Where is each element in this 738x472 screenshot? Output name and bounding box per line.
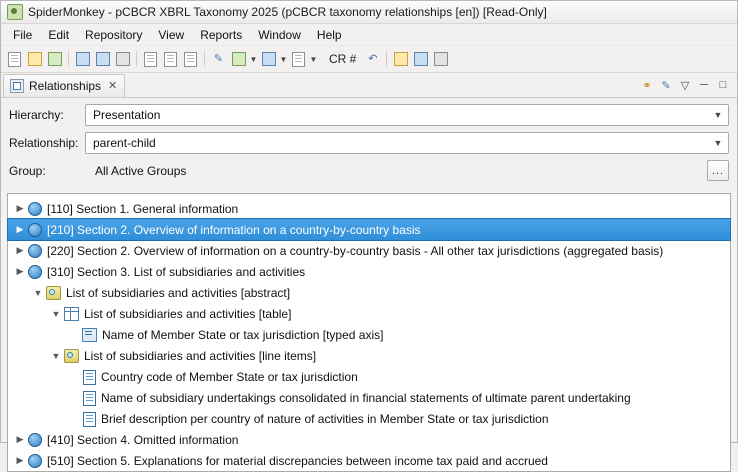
copy-icon[interactable] [161, 50, 180, 69]
concept-icon [83, 370, 96, 385]
chevron-down-icon[interactable]: ▼ [33, 287, 43, 298]
tree-row-label: [410] Section 4. Omitted information [47, 432, 239, 447]
print-icon[interactable] [113, 50, 132, 69]
menu-window[interactable]: Window [258, 27, 301, 42]
filter-form [1, 98, 737, 191]
toolbar [1, 46, 737, 73]
concept-icon [83, 412, 96, 427]
export-icon[interactable] [411, 50, 430, 69]
tree-row-label: [510] Section 5. Explanations for material discrepancies between income tax paid and accrued [47, 453, 548, 468]
toolbar-separator-2 [136, 51, 137, 67]
menu-reports[interactable]: Reports [200, 27, 243, 42]
title-bar [1, 1, 737, 24]
minimize-icon[interactable]: ─ [700, 79, 708, 91]
tree-row-label: [310] Section 3. List of subsidiaries and activities [47, 264, 306, 279]
node-icon [28, 244, 42, 258]
tree-row[interactable] [8, 429, 730, 450]
hierarchy-select[interactable] [85, 104, 729, 126]
filter-dropdown-arrow-icon[interactable]: ▼ [279, 54, 288, 64]
relationship-select[interactable] [85, 132, 729, 154]
node-icon [28, 265, 42, 279]
tree-row[interactable] [8, 303, 730, 324]
color-dropdown-arrow-icon[interactable]: ▼ [249, 54, 258, 64]
chevron-right-icon[interactable]: ▶ [16, 455, 24, 465]
node-icon [28, 202, 42, 216]
chevron-right-icon[interactable]: ▶ [16, 203, 24, 213]
tree-row-label: Name of subsidiary undertakings consolidated in financial statements of ultimate parent undertaking [101, 390, 631, 405]
settings-icon[interactable] [431, 50, 450, 69]
hierarchy-label: Hierarchy: [9, 108, 64, 122]
open-icon[interactable] [25, 50, 44, 69]
view-menu-icon[interactable]: ▽ [680, 79, 690, 92]
maximize-icon[interactable]: □ [719, 79, 727, 91]
undo-icon[interactable]: ↶ [368, 52, 378, 65]
chevron-down-icon[interactable]: ▼ [713, 138, 723, 148]
chevron-down-icon[interactable]: ▼ [713, 110, 723, 120]
menu-file[interactable]: File [13, 27, 33, 42]
chevron-down-icon[interactable]: ▼ [51, 350, 61, 361]
node-icon [28, 433, 42, 447]
menu-repository[interactable]: Repository [85, 27, 143, 42]
node-icon [28, 223, 42, 237]
chevron-right-icon[interactable]: ▶ [16, 266, 24, 276]
chevron-right-icon[interactable]: ▶ [16, 434, 24, 444]
node-icon [28, 454, 42, 468]
menu-edit[interactable]: Edit [48, 27, 70, 42]
cut-icon[interactable] [141, 50, 160, 69]
tree-row[interactable] [8, 282, 730, 303]
group-value: All Active Groups [95, 163, 187, 178]
tree-row[interactable] [8, 450, 730, 471]
axis-icon [82, 328, 97, 342]
relationship-label: Relationship: [9, 136, 79, 150]
layout-icon[interactable] [289, 50, 308, 69]
group-label: Group: [9, 163, 46, 178]
toolbar-separator-4 [386, 51, 387, 67]
layout-dropdown-arrow-icon[interactable]: ▼ [309, 54, 318, 64]
color-icon[interactable] [229, 50, 248, 69]
chevron-right-icon[interactable]: ▶ [16, 245, 24, 255]
paste-icon[interactable] [181, 50, 200, 69]
concept-icon [83, 391, 96, 406]
validate-icon[interactable] [45, 50, 64, 69]
pencil-icon[interactable]: ✎ [661, 79, 671, 92]
relationship-row [9, 132, 729, 154]
tree-row[interactable] [8, 387, 730, 408]
menu-bar [1, 24, 737, 46]
menu-view[interactable]: View [158, 27, 185, 42]
save-icon[interactable] [73, 50, 92, 69]
tree-row[interactable] [8, 219, 730, 240]
tree-row[interactable] [8, 240, 730, 261]
tree-row-label: List of subsidiaries and activities [abstract] [66, 285, 291, 300]
abstract-icon [46, 286, 61, 300]
chevron-right-icon[interactable]: ▶ [16, 224, 24, 234]
hierarchy-value: Presentation [93, 108, 161, 122]
cr-label: CR # [329, 52, 357, 66]
close-icon[interactable]: ✕ [108, 79, 118, 92]
link-icon[interactable]: ⚭ [642, 79, 652, 92]
tree-row-label: [110] Section 1. General information [47, 201, 239, 216]
tree-row[interactable] [8, 366, 730, 387]
relationships-tree [8, 194, 730, 471]
save-all-icon[interactable] [93, 50, 112, 69]
import-icon[interactable] [391, 50, 410, 69]
tree-row-label: List of subsidiaries and activities [line items] [84, 348, 317, 363]
edit-icon[interactable]: ✎ [213, 52, 224, 65]
window-title: SpiderMonkey - pCBCR XBRL Taxonomy 2025 (pCBCR taxonomy relationships [en]) [Read-Only] [28, 5, 547, 19]
tree-row[interactable] [8, 408, 730, 429]
tab-relationships[interactable] [3, 74, 125, 97]
hierarchy-row [9, 104, 729, 126]
spidermonkey-icon [7, 4, 23, 20]
tree-row[interactable] [8, 261, 730, 282]
menu-help[interactable]: Help [316, 27, 342, 42]
tree-row-label: [210] Section 2. Overview of information on a country-by-country basis [47, 222, 421, 237]
tab-tool-bar [639, 73, 737, 97]
line-items-icon [64, 349, 79, 363]
tree-row-label: Country code of Member State or tax jurisdiction [101, 369, 358, 384]
relationship-value: parent-child [93, 136, 156, 150]
new-icon[interactable] [5, 50, 24, 69]
table-icon [64, 307, 79, 321]
group-browse-button[interactable]: ... [707, 160, 729, 181]
tree-row[interactable] [8, 324, 730, 345]
chevron-down-icon[interactable]: ▼ [51, 308, 61, 319]
tree-row[interactable] [8, 345, 730, 366]
toolbar-separator-3 [204, 51, 205, 67]
relationships-tree-panel [7, 193, 731, 472]
toolbar-separator-1 [68, 51, 69, 67]
tree-row-label: Name of Member State or tax jurisdiction [typed axis] [102, 327, 384, 342]
tab-bar [1, 73, 737, 98]
tab-label: Relationships [29, 79, 102, 93]
group-row [9, 160, 729, 181]
tree-row-label: Brief description per country of nature of activities in Member State or tax jurisdiction [101, 411, 549, 426]
tree-row[interactable] [8, 198, 730, 219]
filter-icon[interactable] [259, 50, 278, 69]
relationships-icon [10, 79, 24, 93]
tree-row-label: List of subsidiaries and activities [table] [84, 306, 292, 321]
tree-row-label: [220] Section 2. Overview of information on a country-by-country basis - All other tax jurisdictions (aggregated basis) [47, 243, 664, 258]
